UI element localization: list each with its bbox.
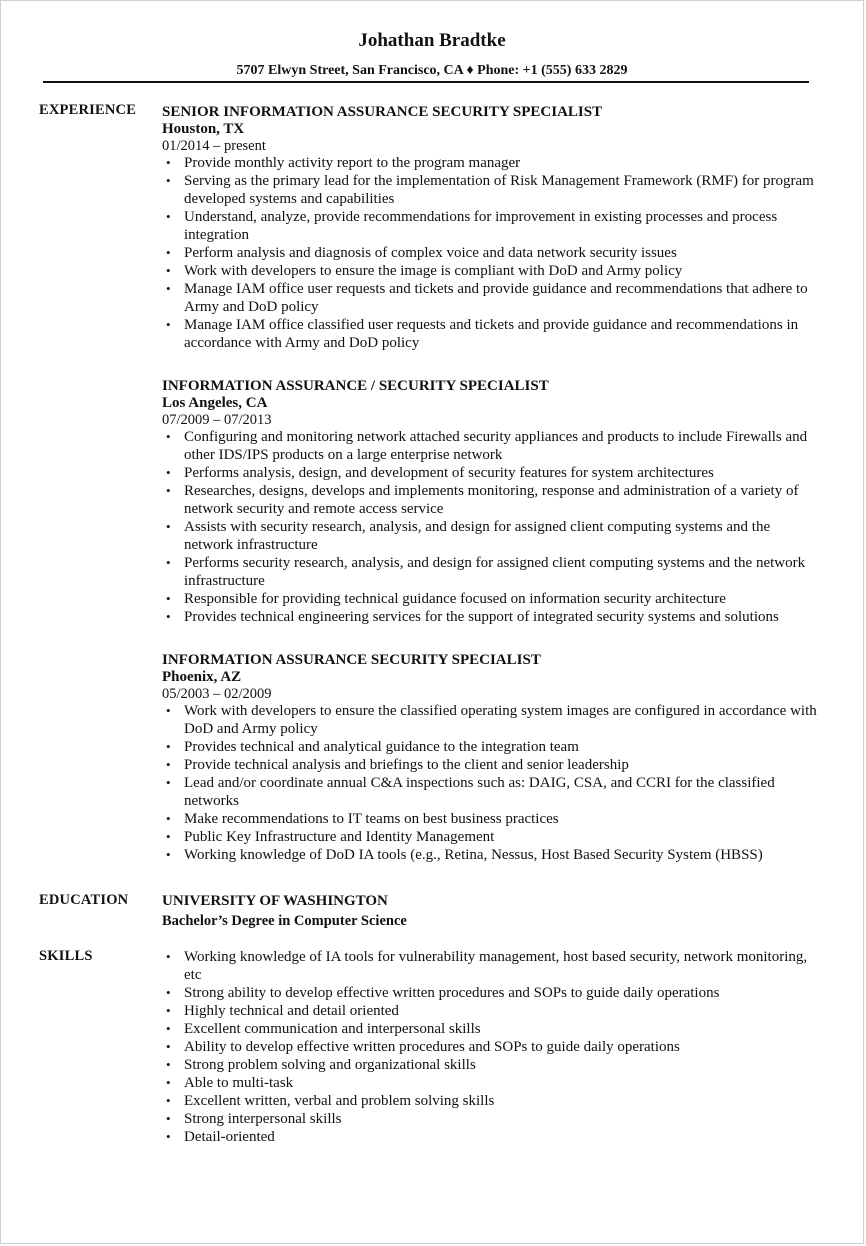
skills-list <box>162 948 822 1146</box>
list-item: • Strong ability to develop effective written procedures and SOPs to guide daily operations <box>162 984 822 1002</box>
list-item: • Ability to develop effective written procedures and SOPs to guide daily operations <box>162 1038 822 1056</box>
job-entry <box>162 103 822 352</box>
list-item: • Serving as the primary lead for the implementation of Risk Management Framework (RMF) for program developed systems and capabilities <box>162 172 822 208</box>
job-dates: 05/2003 – 02/2009 <box>162 686 272 702</box>
contact-line: 5707 Elwyn Street, San Francisco, CA ♦ Phone: +1 (555) 633 2829 <box>236 63 628 78</box>
list-item: • Configuring and monitoring network attached security appliances and products to include Firewalls and other IDS/IPS products on a large enterprise network <box>162 428 822 464</box>
list-item: • Make recommendations to IT teams on best business practices <box>162 810 822 828</box>
list-item: • Excellent communication and interpersonal skills <box>162 1020 822 1038</box>
list-item: • Manage IAM office classified user requests and tickets and provide guidance and recommendations in accordance with Army and DoD policy <box>162 316 822 352</box>
list-item: • Performs security research, analysis, and design for assigned client computing systems and the network infrastructure <box>162 554 822 590</box>
list-item: • Highly technical and detail oriented <box>162 1002 822 1020</box>
list-item: • Responsible for providing technical guidance focused on information security architecture <box>162 590 822 608</box>
job-entry <box>162 651 822 864</box>
header-divider <box>43 81 809 83</box>
job-location: Houston, TX <box>162 121 245 137</box>
degree: Bachelor’s Degree in Computer Science <box>162 913 407 929</box>
list-item: • Public Key Infrastructure and Identity Management <box>162 828 822 846</box>
list-item: • Provides technical engineering services for the support of integrated security systems and solutions <box>162 608 822 626</box>
job-entry <box>162 377 822 626</box>
list-item: • Provides technical and analytical guidance to the integration team <box>162 738 822 756</box>
list-item: • Strong problem solving and organizational skills <box>162 1056 822 1074</box>
job-location: Phoenix, AZ <box>162 669 242 685</box>
list-item: • Work with developers to ensure the classified operating system images are configured in accordance with DoD and Army policy <box>162 702 822 738</box>
job-title: INFORMATION ASSURANCE SECURITY SPECIALIST <box>162 652 541 668</box>
job-location: Los Angeles, CA <box>162 395 268 411</box>
job-title: SENIOR INFORMATION ASSURANCE SECURITY SPECIALIST <box>162 104 603 120</box>
list-item: • Lead and/or coordinate annual C&A inspections such as: DAIG, CSA, and CCRI for the classified networks <box>162 774 822 810</box>
skills-entry <box>162 948 822 1146</box>
candidate-name: Johathan Bradtke <box>358 30 506 51</box>
list-item: • Understand, analyze, provide recommendations for improvement in existing processes and process integration <box>162 208 822 244</box>
experience-heading: EXPERIENCE <box>39 102 137 118</box>
list-item: • Strong interpersonal skills <box>162 1110 822 1128</box>
job-duties <box>162 154 822 352</box>
education-entry <box>162 891 822 931</box>
list-item: • Working knowledge of IA tools for vulnerability management, host based security, network monitoring, etc <box>162 948 822 984</box>
job-dates: 01/2014 – present <box>162 138 266 154</box>
list-item: • Assists with security research, analysis, and design for assigned client computing systems and the network infrastructure <box>162 518 822 554</box>
list-item: • Perform analysis and diagnosis of complex voice and data network security issues <box>162 244 822 262</box>
list-item: • Researches, designs, develops and implements monitoring, response and administration of a variety of network security and remote access service <box>162 482 822 518</box>
list-item: • Manage IAM office user requests and tickets and provide guidance and recommendations that adhere to Army and DoD policy <box>162 280 822 316</box>
job-duties <box>162 428 822 626</box>
list-item: • Work with developers to ensure the image is compliant with DoD and Army policy <box>162 262 822 280</box>
job-title: INFORMATION ASSURANCE / SECURITY SPECIALIST <box>162 378 549 394</box>
list-item: • Detail-oriented <box>162 1128 822 1146</box>
list-item: • Able to multi-task <box>162 1074 822 1092</box>
skills-heading: SKILLS <box>39 948 93 964</box>
job-dates: 07/2009 – 07/2013 <box>162 412 272 428</box>
list-item: • Excellent written, verbal and problem solving skills <box>162 1092 822 1110</box>
job-duties <box>162 702 822 864</box>
list-item: • Performs analysis, design, and development of security features for system architectures <box>162 464 822 482</box>
education-heading: EDUCATION <box>39 892 129 908</box>
list-item: • Provide monthly activity report to the program manager <box>162 154 822 172</box>
school-name: UNIVERSITY OF WASHINGTON <box>162 893 388 909</box>
list-item: • Provide technical analysis and briefings to the client and senior leadership <box>162 756 822 774</box>
list-item: • Working knowledge of DoD IA tools (e.g., Retina, Nessus, Host Based Security System (HBSS) <box>162 846 822 864</box>
